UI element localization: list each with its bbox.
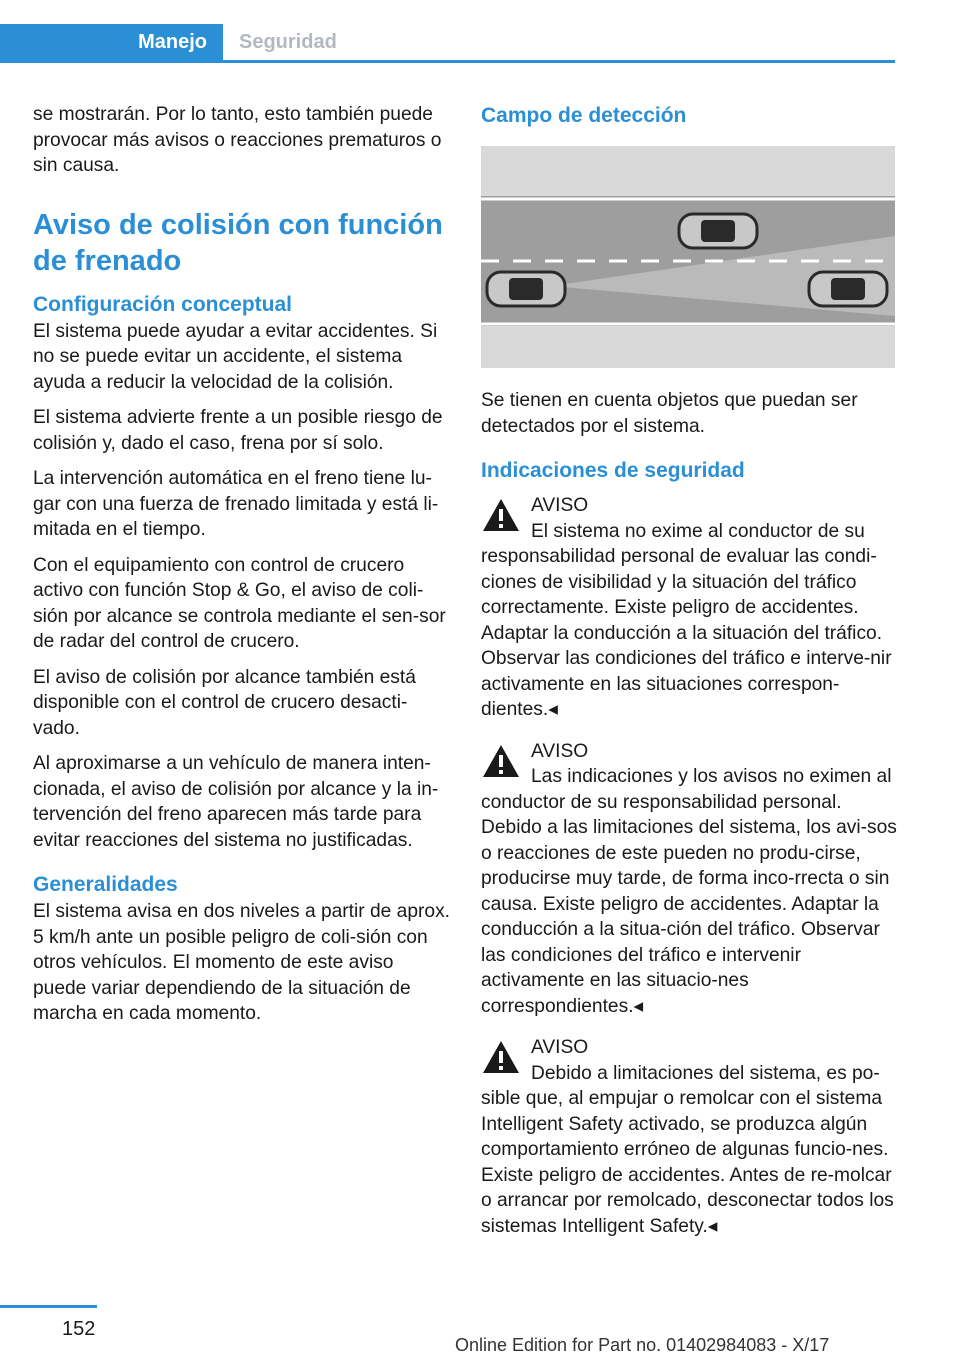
paragraph: Al aproximarse a un vehículo de manera inten‐cionada, el aviso de colisión por alcance y la in‐tervención del freno aparecen más tarde para evitar reacciones del sistema no justificadas. [33, 753, 439, 851]
header-divider [0, 60, 895, 63]
paragraph: Con el equipamiento con control de crucero activo con función Stop & Go, el aviso de coli‐sión por alcance se controla mediante el sen‐sor de radar del control de crucero. [33, 554, 446, 652]
warning-block [481, 1035, 899, 1239]
car-top-view-icon [487, 272, 565, 306]
tab-manejo[interactable]: Manejo [0, 24, 223, 61]
detection-field-diagram [481, 146, 895, 368]
page-number: 152 [62, 1318, 96, 1340]
detection-field-figure [481, 146, 895, 368]
warning-triangle-icon [481, 497, 521, 533]
footer-edition: Online Edition for Part no. 01402984083 - X/17 [455, 1335, 830, 1355]
paragraph: La intervención automática en el freno tiene lu‐gar con una fuerza de frenado limitada y está li‐mitada en el tiempo. [33, 468, 439, 540]
warning-title: AVISO [531, 1037, 589, 1058]
left-column [33, 102, 451, 1037]
header [0, 0, 895, 62]
section-title-seguridad: Indicaciones de seguridad [481, 459, 745, 482]
figure-title: Campo de detección [481, 104, 687, 127]
paragraph: El sistema puede ayudar a evitar accidentes. Si no se puede evitar un accidente, el sistema ayuda a reducir la velocidad de la colisión. [33, 320, 438, 393]
footer-divider [0, 1305, 97, 1308]
section-title-configuracion: Configuración conceptual [33, 292, 293, 316]
warning-title: AVISO [531, 740, 589, 762]
warning-text: Las indicaciones y los avisos no eximen al conductor de su responsabilidad personal. Debido a las limitaciones del sistema, los avi‐sos o reacciones de este pueden no produ‐cirse, producirse muy tarde, de forma inco‐rrecta o sin causa. Existe peligro de accidentes. Adaptar la conducción a la situa‐ción del tráfico. Observar las condiciones del tráfico e intervenir activamente en las situacio‐nes correspondientes.◂ [481, 766, 897, 1017]
car-top-view-icon [679, 214, 757, 248]
page-title: Aviso de colisión con función de frenado [33, 208, 443, 277]
paragraph: El sistema advierte frente a un posible riesgo de colisión y, dado el caso, frena por sí solo. [33, 407, 443, 454]
warning-block [481, 739, 899, 1020]
right-column [481, 102, 899, 1255]
intro-paragraph: se mostrarán. Por lo tanto, esto también puede provocar más avisos o reacciones prematuros o sin causa. [33, 104, 442, 176]
paragraph: El aviso de colisión por alcance también está disponible con el control de crucero desacti‐vado. [33, 666, 416, 739]
warning-title: AVISO [531, 495, 589, 516]
section-title-generalidades: Generalidades [33, 873, 178, 896]
warning-text: Debido a limitaciones del sistema, es po‐sible que, al empujar o remolcar con el sistema Intelligent Safety activado, se produzca algún comportamiento erróneo de algunas funcio‐nes. Existe peligro de accidentes. Antes de re‐molcar o arrancar por remolcado, desconectar todos los sistemas Intelligent Safety.◂ [481, 1062, 894, 1237]
paragraph: El sistema avisa en dos niveles a partir de aprox. 5 km/h ante un posible peligro de coli‐sión con otros vehículos. El momento de este aviso puede variar dependiendo de la situación de marcha en cada momento. [33, 901, 451, 1024]
warning-triangle-icon [481, 743, 521, 779]
warning-text: El sistema no exime al conductor de su responsabilidad personal de evaluar las condi‐ciones de visibilidad y la situación del tráfico correctamente. Existe peligro de accidentes. Adaptar la conducción a la situación del tráfico. Observar las condiciones del tráfico e interve‐nir activamente en las situaciones correspon‐dientes.◂ [481, 520, 892, 720]
warning-block [481, 493, 899, 723]
warning-triangle-icon [481, 1039, 521, 1075]
car-top-view-icon [809, 272, 887, 306]
tab-seguridad[interactable]: Seguridad [239, 31, 337, 53]
figure-caption: Se tienen en cuenta objetos que puedan ser detectados por el sistema. [481, 390, 858, 437]
